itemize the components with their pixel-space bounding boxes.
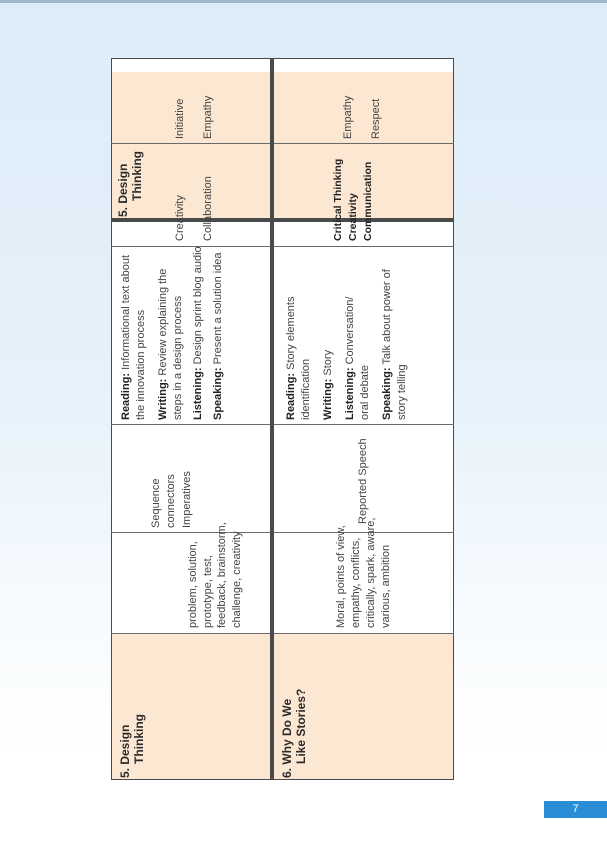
vocabulary-2: Moral, points of view, empathy, conflicts, critically, spark, aware, various, ambition — [335, 517, 392, 628]
table-row — [112, 59, 453, 218]
competences-1: Creativity Collaboration — [174, 176, 214, 241]
skills-2: Reading: Story elements identification Writing: Story Listening: Conversation/ oral debate Speaking: Talk about power of story telling — [285, 269, 408, 420]
values-1: Initiative Empathy — [174, 95, 214, 139]
grammar-1: Sequence connectors Imperatives — [150, 471, 193, 528]
unit-title-1: 5. Design Thinking — [118, 714, 146, 778]
vocabulary-1: problem, solution, prototype, test, feedback, brainstorm, challenge, creativity — [187, 522, 243, 628]
skills-1: Reading: Informational text about the innovation process Writing: Review explaining the steps in a design process Listening: Design sprint blog audio Speaking: Present a solution idea — [120, 246, 224, 420]
values-2: Empathy Respect — [342, 95, 382, 139]
top-border — [0, 0, 607, 3]
page-number: 7 — [544, 801, 607, 818]
grammar-2: Reported Speech — [357, 438, 369, 524]
competences-2: Critical Thinking Creativity Communication — [332, 158, 374, 241]
unit-title: 5. Design Thinking — [116, 151, 144, 217]
unit-title-cell — [112, 72, 453, 218]
unit-title-2: 6. Why Do We Like Stories? — [280, 688, 308, 778]
